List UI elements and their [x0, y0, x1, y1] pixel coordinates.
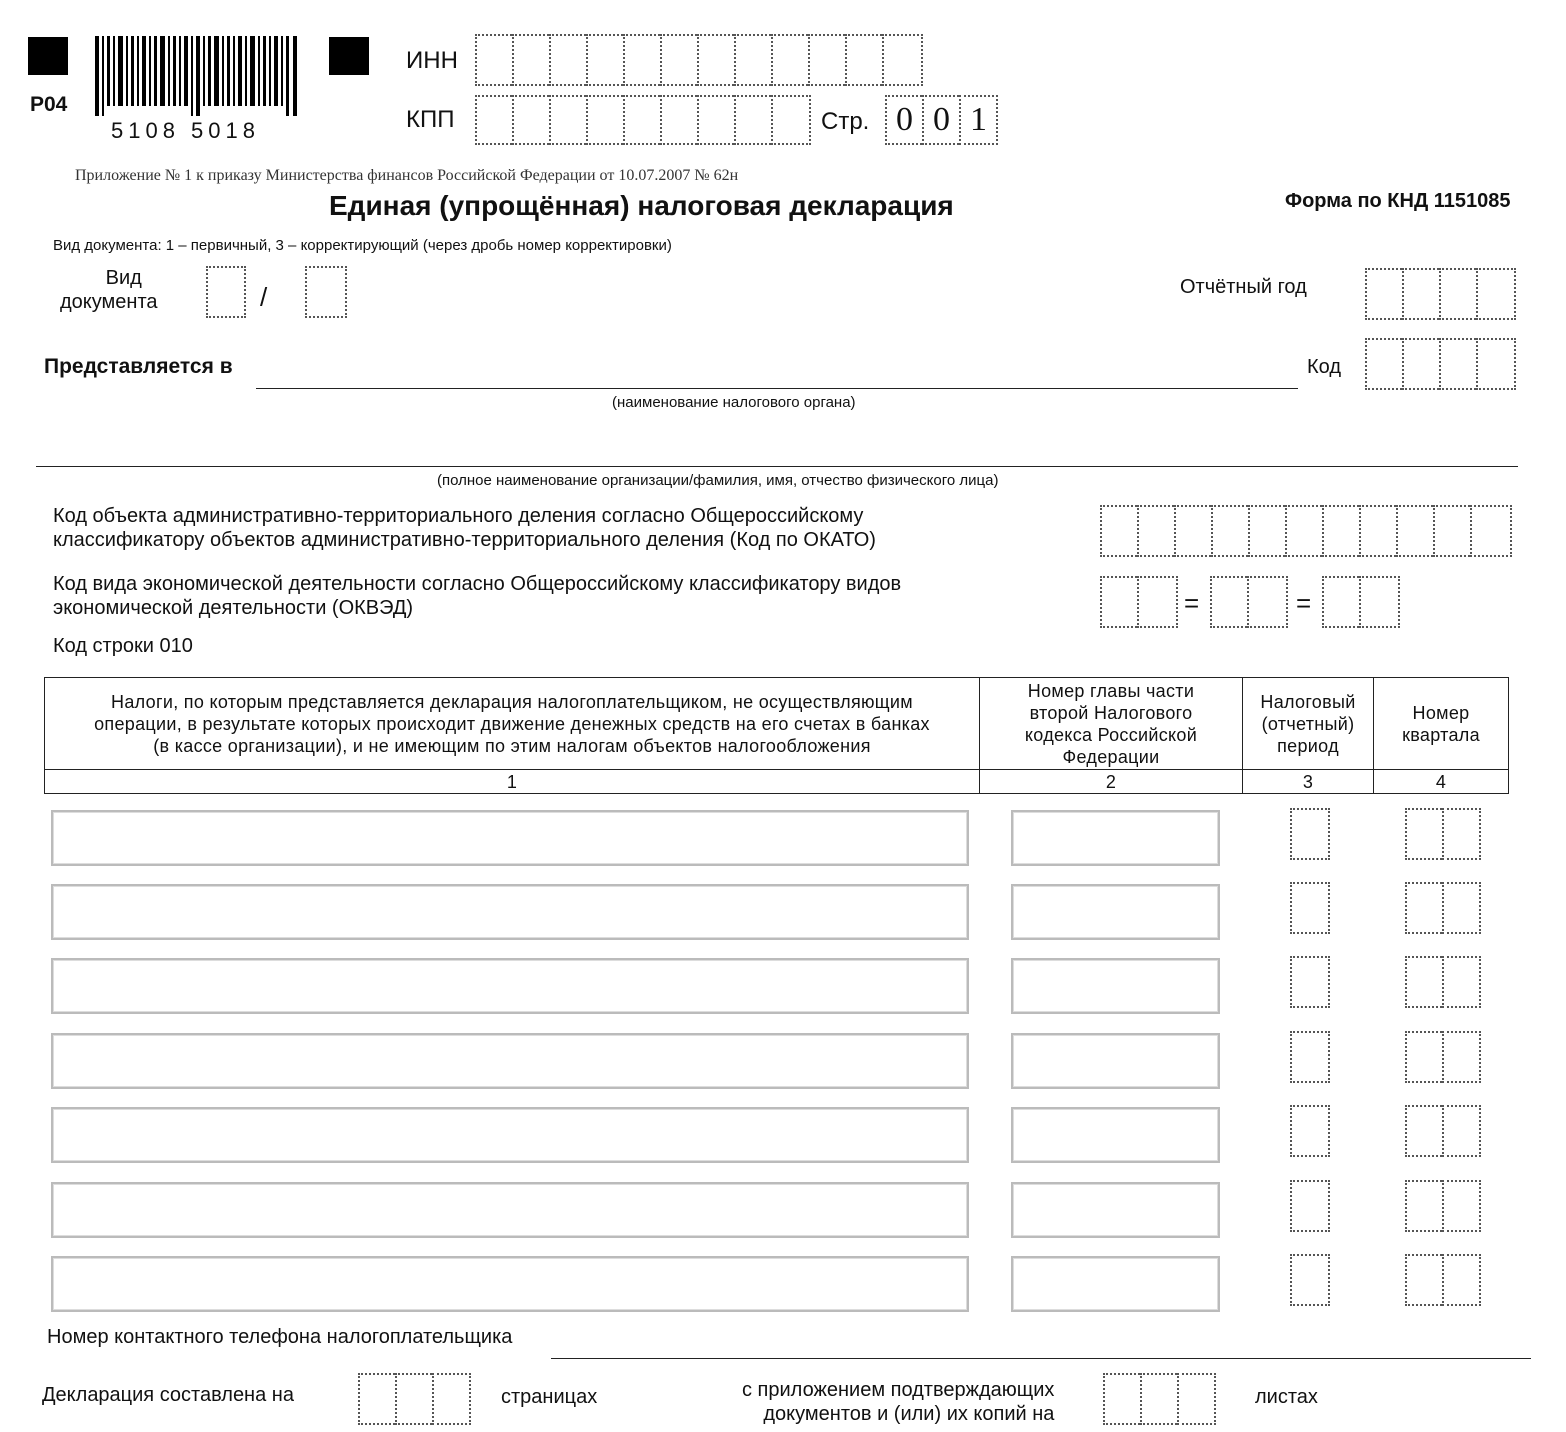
reporting-year-field[interactable] [1365, 268, 1516, 320]
col3-header: Налоговый (отчетный) период [1243, 678, 1374, 770]
okved-separator: = [1184, 588, 1200, 618]
row-code-label: Код строки 010 [53, 635, 193, 657]
reporting-year-label: Отчётный год [1180, 276, 1307, 298]
form-code: Форма по КНД 1151085 [1285, 190, 1511, 212]
quarter-field[interactable] [1405, 1180, 1481, 1232]
attachment-sheets-field[interactable] [1103, 1373, 1216, 1425]
sheets-unit: листах [1255, 1386, 1318, 1408]
barcode-image [93, 36, 303, 118]
doc-type-slash: / [260, 282, 268, 312]
phone-label: Номер контактного телефона налогоплательщика [47, 1326, 513, 1348]
quarter-field[interactable] [1405, 1031, 1481, 1083]
col-number: 1 [45, 770, 980, 794]
chapter-number-input[interactable] [1011, 1107, 1220, 1163]
tax-name-input[interactable] [51, 1182, 969, 1238]
pages-count-field[interactable] [358, 1373, 471, 1425]
kpp-label: КПП [406, 106, 455, 133]
chapter-number-input[interactable] [1011, 810, 1220, 866]
doc-type-hint: Вид документа: 1 – первичный, 3 – корректирующий (через дробь номер корректировки) [53, 237, 672, 254]
col-number: 4 [1374, 770, 1509, 794]
kpp-field[interactable] [475, 95, 811, 145]
phone-input[interactable] [551, 1358, 1531, 1359]
tax-name-input[interactable] [51, 1107, 969, 1163]
col-number: 3 [1243, 770, 1374, 794]
tax-name-input[interactable] [51, 1033, 969, 1089]
tax-authority-input[interactable] [256, 388, 1298, 389]
inn-field[interactable] [475, 34, 923, 86]
col1-header: Налоги, по которым представляется декларация налогоплательщиком, не осуществляющим операции, в результате которых происходит движение денежных средств на его счетах в банках (в кассе организации), и не имеющим по этим налогам объектов налогообложения [45, 678, 980, 770]
organization-name-caption: (полное наименование организации/фамилия, имя, отчество физического лица) [437, 472, 999, 489]
quarter-field[interactable] [1405, 1254, 1481, 1306]
page-number-field [885, 95, 998, 145]
col4-header: Номер квартала [1374, 678, 1509, 770]
order-note: Приложение № 1 к приказу Министерства финансов Российской Федерации от 10.07.2007 № 62н [75, 167, 739, 184]
registration-mark-left [28, 37, 68, 75]
correction-number-field[interactable] [305, 266, 347, 318]
okato-label: Код объекта административно-территориального деления согласно Общероссийскому классификатору объектов административно-территориального деления (Код по ОКАТО) [53, 505, 876, 551]
quarter-field[interactable] [1405, 956, 1481, 1008]
chapter-number-input[interactable] [1011, 1256, 1220, 1312]
doc-type-label: Вид документа [60, 267, 158, 313]
attachments-label: с приложением подтверждающих документов и (или) их копий на [742, 1379, 1055, 1425]
period-field[interactable] [1290, 1105, 1330, 1157]
organization-name-input[interactable] [36, 466, 1518, 467]
period-field[interactable] [1290, 1031, 1330, 1083]
col-number: 2 [980, 770, 1243, 794]
doc-type-field[interactable] [206, 266, 246, 318]
registration-mark-right [329, 37, 369, 75]
quarter-field[interactable] [1405, 882, 1481, 934]
period-field[interactable] [1290, 956, 1330, 1008]
authority-code-label: Код [1307, 356, 1342, 378]
submitted-to-label: Представляется в [44, 355, 233, 378]
chapter-number-input[interactable] [1011, 1182, 1220, 1238]
barcode-number: 5108 5018 [111, 118, 260, 143]
authority-code-field[interactable] [1365, 338, 1516, 390]
chapter-number-input[interactable] [1011, 1033, 1220, 1089]
chapter-number-input[interactable] [1011, 958, 1220, 1014]
okved-field-1[interactable] [1100, 576, 1178, 628]
tax-name-input[interactable] [51, 884, 969, 940]
okved-label: Код вида экономической деятельности согласно Общероссийскому классификатору видов экономической деятельности (ОКВЭД) [53, 573, 902, 619]
tax-name-input[interactable] [51, 958, 969, 1014]
quarter-field[interactable] [1405, 1105, 1481, 1157]
chapter-number-input[interactable] [1011, 884, 1220, 940]
pages-unit: страницах [501, 1386, 598, 1408]
period-field[interactable] [1290, 1254, 1330, 1306]
tax-name-input[interactable] [51, 810, 969, 866]
period-field[interactable] [1290, 1180, 1330, 1232]
col2-header: Номер главы части второй Налогового кодекса Российской Федерации [980, 678, 1243, 770]
taxes-table-header [44, 677, 1509, 794]
period-field[interactable] [1290, 808, 1330, 860]
page-digit: 0 [885, 95, 922, 145]
page-code: P04 [30, 93, 68, 116]
tax-authority-caption: (наименование налогового органа) [612, 394, 856, 411]
okved-field-3[interactable] [1322, 576, 1400, 628]
quarter-field[interactable] [1405, 808, 1481, 860]
page-digit: 1 [959, 95, 998, 145]
page-label: Стр. [821, 108, 870, 135]
page-digit: 0 [922, 95, 959, 145]
page-title: Единая (упрощённая) налоговая декларация [329, 190, 954, 221]
tax-name-input[interactable] [51, 1256, 969, 1312]
period-field[interactable] [1290, 882, 1330, 934]
pages-label: Декларация составлена на [42, 1384, 294, 1406]
okved-separator: = [1296, 588, 1312, 618]
inn-label: ИНН [406, 47, 458, 74]
okved-field-2[interactable] [1210, 576, 1288, 628]
okato-field[interactable] [1100, 505, 1512, 557]
